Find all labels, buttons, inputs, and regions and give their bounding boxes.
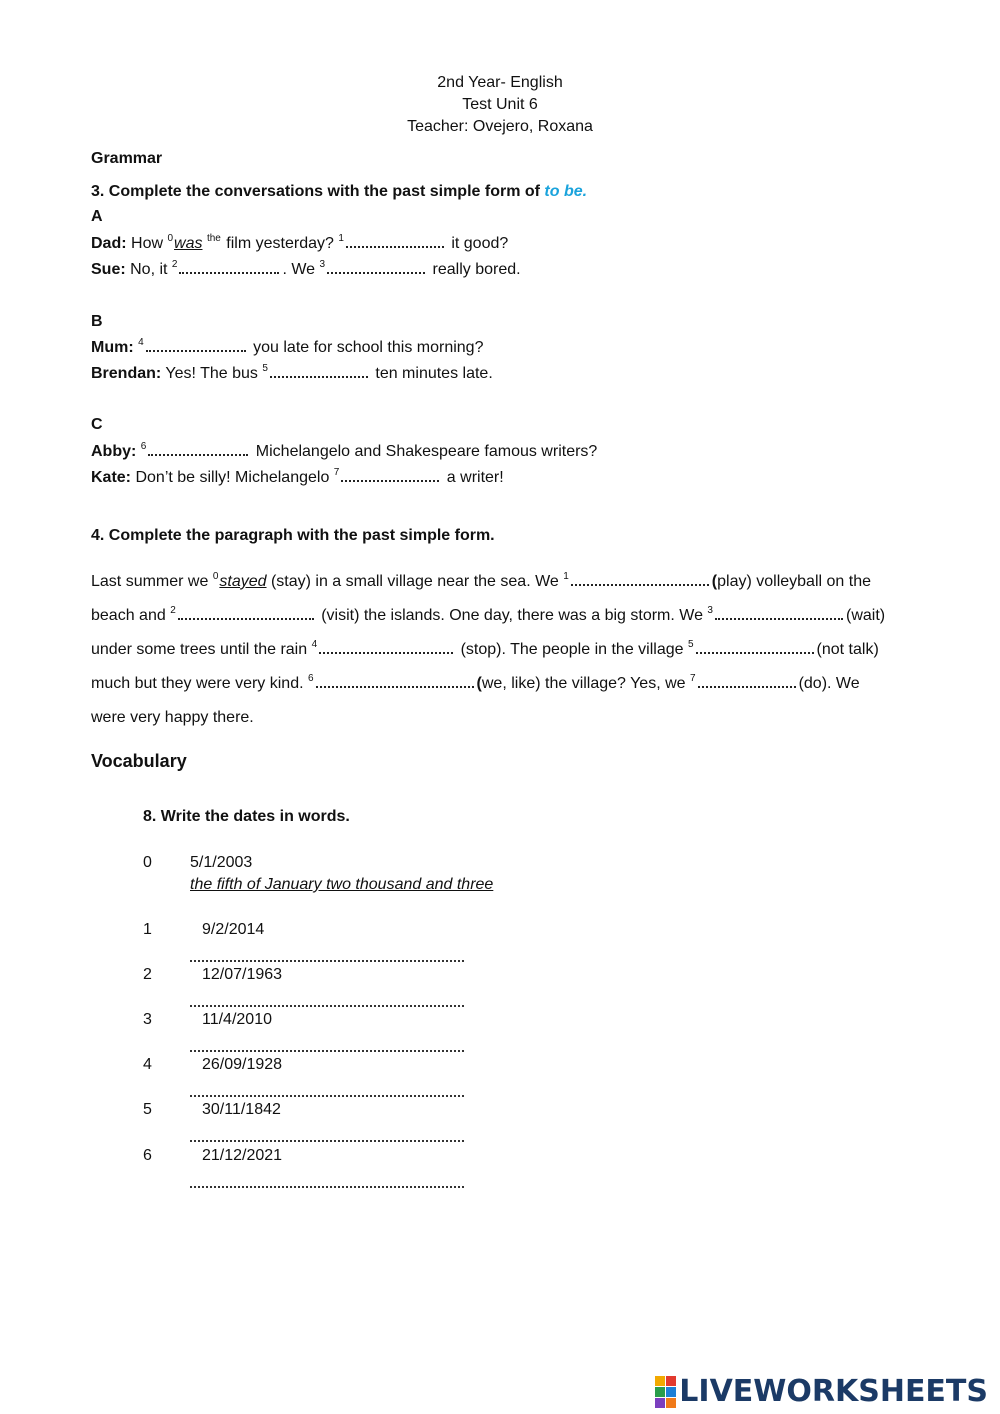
paragraph-line-2 [91,599,885,635]
date-item-number: 6 [143,1147,152,1164]
gap-number: 0 [167,233,174,244]
answer-blank-7[interactable] [341,466,439,482]
paragraph-blank-2[interactable] [178,604,314,620]
text: you late for school this morning? [248,339,484,356]
date-item-value: 30/11/1842 [202,1101,281,1118]
text: (do). We [798,675,860,692]
text: we, like) the village? Yes, we [481,675,690,692]
speaker-dad: Dad: [91,235,127,252]
text: (visit) the islands. One day, there was a big storm. We [316,607,708,624]
gap-number: 7 [333,467,340,478]
text: No, it [125,261,172,278]
conversation-c-line-1 [91,439,597,467]
answer-blank-2[interactable] [179,258,279,274]
gap-number: 4 [311,639,318,650]
answer-blank-3[interactable] [327,258,425,274]
grammar-heading: Grammar [91,150,163,167]
speaker-brendan: Brendan: [91,365,162,382]
exercise-3-instruction: 3. Complete the conversations with the past simple form of [91,183,545,200]
text: much but they were very kind. [91,675,308,692]
text: (not talk) [816,641,879,658]
date-item-value: 26/09/1928 [202,1056,283,1073]
conversation-c-line-2 [91,465,504,493]
header-title: 2nd Year- English [437,74,563,91]
exercise-3-title [91,183,587,201]
logo-text: LIVEWORKSHEETS [679,1374,988,1409]
paragraph-line-1 [91,565,871,601]
conversation-b-line-1 [91,335,483,363]
answer-blank-5[interactable] [270,362,368,378]
logo-square [666,1376,676,1386]
date-answer-blank-1[interactable] [190,960,464,962]
text: Don’t be silly! Michelangelo [131,469,334,486]
text: Michelangelo and Shakespeare famous writers? [251,443,598,460]
date-item-value: 21/12/2021 [202,1147,283,1164]
answer-blank-6[interactable] [148,440,248,456]
text: really bored. [428,261,521,278]
text: (stop). The people in the village [456,641,688,658]
text: were very happy there. [91,709,254,726]
example-answer: stayed [219,573,267,590]
date-item-number: 1 [143,921,152,938]
date-item-value: 11/4/2010 [202,1011,272,1028]
text: play) volleyball on the [717,573,871,590]
date-item-number: 3 [143,1011,152,1028]
text: Last summer we [91,573,213,590]
date-item-value: 12/07/1963 [202,966,283,983]
exercise-8-title: 8. Write the dates in words. [143,808,350,825]
example-answer: was [174,235,203,252]
date-answer-blank-5[interactable] [190,1140,464,1142]
gap-number: 2 [171,259,178,270]
date-item-number: 2 [143,966,152,983]
gap-number: 5 [687,639,694,650]
example-number: 0 [143,854,152,871]
date-item-number: 4 [143,1056,152,1073]
text: ten minutes late. [370,365,493,382]
speaker-mum: Mum: [91,339,134,356]
paragraph-blank-5[interactable] [696,638,814,654]
answer-blank-4[interactable] [146,336,246,352]
example-date: 5/1/2003 [190,854,253,871]
header-subtitle: Test Unit 6 [462,96,538,113]
speaker-abby: Abby: [91,443,137,460]
date-item-value: 9/2/2014 [202,921,265,938]
gap-number: 3 [319,259,326,270]
logo-square [666,1387,676,1397]
liveworksheets-logo[interactable] [655,1374,988,1409]
text: Yes! The bus [161,365,263,382]
text: . We [282,261,320,278]
gap-number: 1 [563,571,569,582]
exercise-3-highlight: to be. [544,183,588,200]
paragraph-blank-1[interactable] [571,570,709,586]
speaker-kate: Kate: [91,469,132,486]
paragraph-blank-3[interactable] [715,604,843,620]
date-answer-blank-6[interactable] [190,1186,464,1188]
conversation-a-line-1 [91,231,508,259]
logo-square [655,1398,665,1408]
gap-number: 0 [212,571,219,582]
speaker-sue: Sue: [91,261,126,278]
exercise-4-title: 4. Complete the paragraph with the past simple form. [91,527,495,544]
paren: ( [711,573,718,590]
vocabulary-heading: Vocabulary [91,751,187,771]
superscript-note: the [206,233,221,244]
text: it good? [446,235,509,252]
paragraph-blank-7[interactable] [698,672,796,688]
logo-square [655,1376,665,1386]
text: (wait) [845,607,886,624]
gap-number: 3 [707,605,713,616]
gap-number: 2 [170,605,176,616]
text: a writer! [442,469,504,486]
logo-square [655,1387,665,1397]
logo-icon [655,1376,676,1408]
paragraph-line-5 [91,701,254,735]
date-answer-blank-3[interactable] [190,1050,464,1052]
gap-number: 6 [140,441,147,452]
example-answer: the fifth of January two thousand and three [190,876,494,893]
answer-blank-1[interactable] [346,232,444,248]
text: beach and [91,607,171,624]
section-c-label: C [91,416,103,433]
logo-square [666,1398,676,1408]
date-answer-blank-2[interactable] [190,1005,464,1007]
gap-number: 6 [307,673,314,684]
paragraph-line-3 [91,633,879,669]
text: How [126,235,168,252]
gap-number: 5 [262,363,268,374]
paren: ( [476,675,482,692]
header-teacher: Teacher: Ovejero, Roxana [407,118,593,135]
section-a-label: A [91,208,103,225]
paragraph-blank-4[interactable] [319,638,453,654]
paragraph-blank-6[interactable] [316,672,474,688]
gap-number: 7 [690,673,696,684]
gap-number: 4 [138,337,144,348]
date-answer-blank-4[interactable] [190,1095,464,1097]
conversation-b-line-2 [91,361,493,389]
conversation-a-line-2 [91,257,521,285]
section-b-label: B [91,313,103,330]
gap-number: 1 [338,233,344,244]
date-item-number: 5 [143,1101,152,1118]
text: (stay) in a small village near the sea. We [266,573,564,590]
text: film yesterday? [221,235,339,252]
paragraph-line-4 [91,667,860,703]
text: under some trees until the rain [91,641,312,658]
